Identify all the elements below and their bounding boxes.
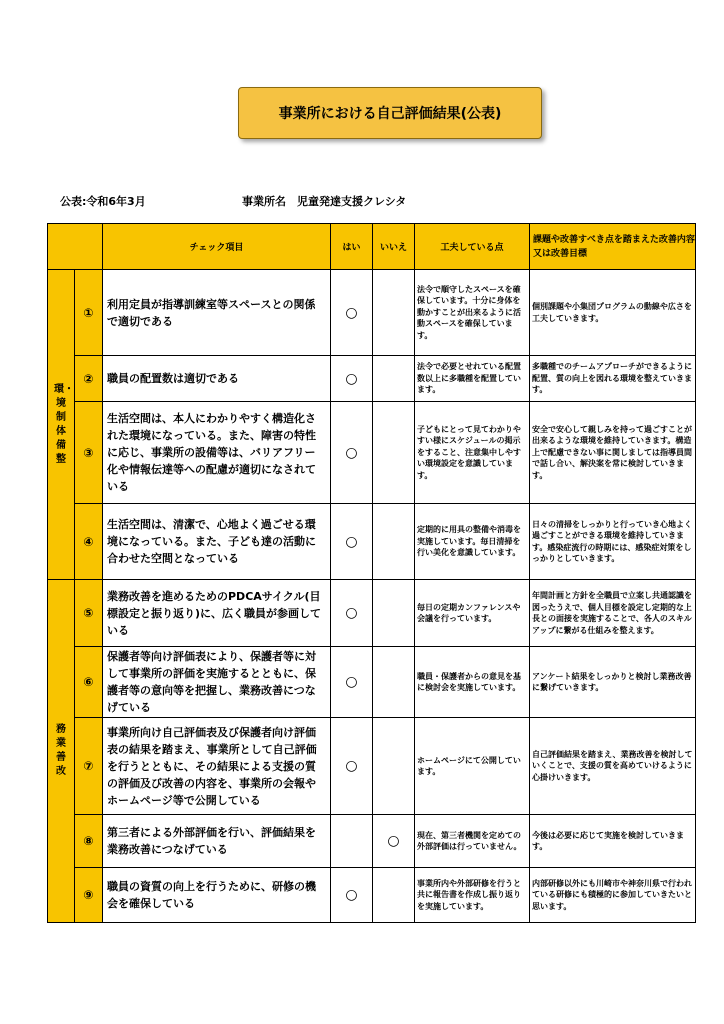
- check-item: 事業所向け自己評価表及び保護者向け評価表の結果を踏まえ、事業所として自己評価を行うとともに、その結果による支援の質の評価及び改善の内容を、事業所の会報やホームページ等で公開している: [103, 718, 331, 815]
- improve-note: 安全で安心して親しみを持って過ごすことが出来るような環境を維持していきます。構造上で配慮できない事に関しましては指導員間で話し合い、解決案を常に検討していきます。: [530, 402, 696, 504]
- no-mark: [373, 270, 415, 356]
- header-improve: 課題や改善すべき点を踏まえた改善内容又は改善目標: [530, 224, 696, 270]
- effort-note: 職員・保護者からの意見を基に検討会を実施しています。: [415, 647, 530, 718]
- yes-mark: ○: [331, 270, 373, 356]
- row-number: ⑨: [75, 868, 103, 923]
- effort-note: 事業所内や外部研修を行うと共に報告書を作成し振り返りを実施しています。: [415, 868, 530, 923]
- no-mark: ○: [373, 815, 415, 868]
- check-item: 保護者等向け評価表により、保護者等に対して事業所の評価を実施するとともに、保護者等の意向等を把握し、業務改善につなげている: [103, 647, 331, 718]
- check-item: 生活空間は、清潔で、心地よく過ごせる環境になっている。また、子ども達の活動に合わせた空間となっている: [103, 504, 331, 580]
- improve-note: 年間計画と方針を全職員で立案し共通認識を図ったうえで、個人目標を設定し定期的な上長との面接を実施することで、各人のスキルアップに繋がる仕組みを整えます。: [530, 580, 696, 647]
- check-item: 業務改善を進めるためのPDCAサイクル(目標設定と振り返り)に、広く職員が参画している: [103, 580, 331, 647]
- header-check-item: チェック項目: [103, 224, 331, 270]
- improve-note: 今後は必要に応じて実施を検討していきます。: [530, 815, 696, 868]
- published-date: 公表:令和6年3月: [60, 195, 146, 208]
- effort-note: 法令で必要とせれている配置数以上に多職種を配置しています。: [415, 356, 530, 402]
- table-row: [48, 356, 696, 402]
- page-title: 事業所における自己評価結果(公表): [238, 87, 542, 139]
- effort-note: ホームページにて公開しています。: [415, 718, 530, 815]
- improve-note: 個別課題や小集団プログラムの動線や広さを工夫していきます。: [530, 270, 696, 356]
- table-row: [48, 402, 696, 504]
- table-row: [48, 504, 696, 580]
- category-business: 務業善改: [48, 580, 75, 923]
- yes-mark: ○: [331, 580, 373, 647]
- yes-mark: ○: [331, 402, 373, 504]
- table-row: [48, 815, 696, 868]
- yes-mark: ○: [331, 718, 373, 815]
- improve-note: 内部研修以外にも川崎市や神奈川県で行われている研修にも積極的に参加していきたいと思います。: [530, 868, 696, 923]
- yes-mark: ○: [331, 647, 373, 718]
- header-row: [48, 224, 696, 270]
- row-number: ⑤: [75, 580, 103, 647]
- effort-note: 毎日の定期カンファレンスや会議を行っています。: [415, 580, 530, 647]
- no-mark: [373, 868, 415, 923]
- improve-note: 多職種でのチームアプローチができるように配置、質の向上を図れる環境を整えていきます。: [530, 356, 696, 402]
- row-number: ④: [75, 504, 103, 580]
- yes-mark: ○: [331, 868, 373, 923]
- row-number: ②: [75, 356, 103, 402]
- yes-mark: ○: [331, 504, 373, 580]
- row-number: ③: [75, 402, 103, 504]
- row-number: ⑦: [75, 718, 103, 815]
- table-row: [48, 718, 696, 815]
- effort-note: 法令で順守したスペースを確保しています。十分に身体を動かすことが出来るように活動スペースを確保しています。: [415, 270, 530, 356]
- check-item: 第三者による外部評価を行い、評価結果を業務改善につなげている: [103, 815, 331, 868]
- improve-note: アンケート結果をしっかりと検討し業務改善に繋げていきます。: [530, 647, 696, 718]
- table-row: [48, 868, 696, 923]
- no-mark: [373, 504, 415, 580]
- header-no: いいえ: [373, 224, 415, 270]
- no-mark: [373, 718, 415, 815]
- check-item: 職員の資質の向上を行うために、研修の機会を確保している: [103, 868, 331, 923]
- facility-name: 事業所名 児童発達支援クレシタ: [242, 195, 407, 208]
- check-item: 利用定員が指導訓練室等スペースとの関係で適切である: [103, 270, 331, 356]
- header-yes: はい: [331, 224, 373, 270]
- table-row: [48, 580, 696, 647]
- no-mark: [373, 580, 415, 647]
- effort-note: 現在、第三者機関を定めての外部評価は行っていません。: [415, 815, 530, 868]
- effort-note: 子どもにとって見てわかりやすい様にスケジュールの掲示をすること、注意集中しやすい環境設定を意識しています。: [415, 402, 530, 504]
- effort-note: 定期的に用具の整備や消毒を実施しています。毎日清掃を行い美化を意識しています。: [415, 504, 530, 580]
- improve-note: 自己評価結果を踏まえ、業務改善を検討していくことで、支援の質を高めていけるように心掛けいきます。: [530, 718, 696, 815]
- table-row: [48, 647, 696, 718]
- yes-mark: [331, 815, 373, 868]
- category-environment: 環・境制体備整: [48, 270, 75, 580]
- no-mark: [373, 647, 415, 718]
- row-number: ①: [75, 270, 103, 356]
- evaluation-table: [47, 223, 696, 923]
- yes-mark: ○: [331, 356, 373, 402]
- row-number: ⑥: [75, 647, 103, 718]
- header-blank: [48, 224, 103, 270]
- row-number: ⑧: [75, 815, 103, 868]
- check-item: 生活空間は、本人にわかりやすく構造化された環境になっている。また、障害の特性に応じ、事業所の設備等は、バリアフリー化や情報伝達等への配慮が適切になされている: [103, 402, 331, 504]
- header-effort: 工夫している点: [415, 224, 530, 270]
- no-mark: [373, 402, 415, 504]
- table-row: [48, 270, 696, 356]
- check-item: 職員の配置数は適切である: [103, 356, 331, 402]
- improve-note: 日々の清掃をしっかりと行っていき心地よく過ごすことができる環境を維持していきます。感染症流行の時期には、感染症対策をしっかりとしていきます。: [530, 504, 696, 580]
- no-mark: [373, 356, 415, 402]
